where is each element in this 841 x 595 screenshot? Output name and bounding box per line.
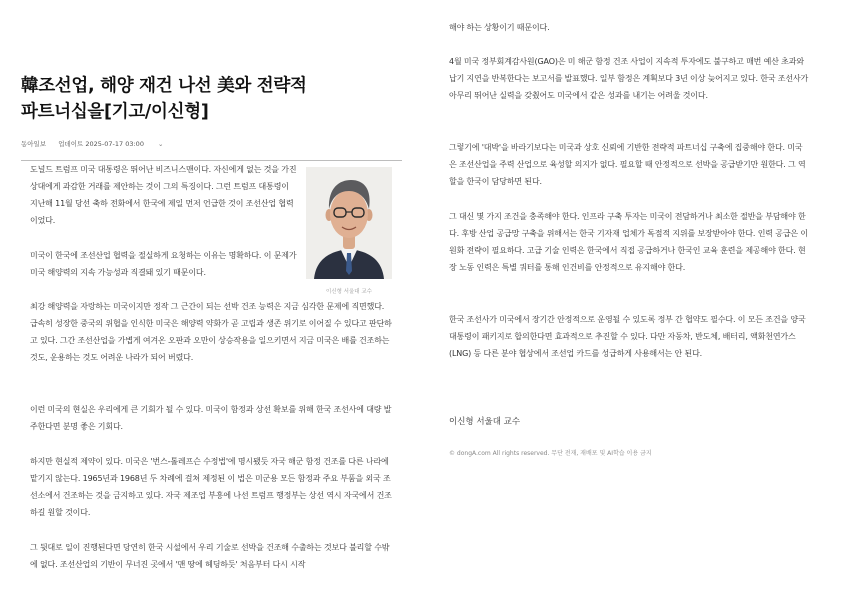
chevron-down-icon: ⌄ bbox=[157, 140, 164, 148]
author-photo bbox=[306, 167, 392, 279]
section-label[interactable]: 동아일보 bbox=[21, 140, 47, 148]
byline bbox=[21, 139, 183, 148]
updated-timestamp[interactable] bbox=[58, 140, 173, 148]
body-paragraph: 이런 미국의 현실은 우리에게 큰 기회가 될 수 있다. 미국이 함정과 상선 확보를 위해 한국 조선사에 대량 발주한다면 분명 좋은 기회다. bbox=[30, 405, 392, 431]
copyright-notice: © dongA.com All rights reserved. 무단 전재, 재배포 및 AI학습 이용 금지 bbox=[449, 450, 652, 457]
photo-caption: 이신형 서울대 교수 bbox=[325, 289, 372, 295]
article-headline: 韓조선업, 해양 재건 나선 美와 전략적 파트너십을[기고/이신형] bbox=[21, 76, 307, 122]
body-paragraph: 그렇기에 '대박'을 바라기보다는 미국과 상호 신뢰에 기반한 전략적 파트너십 구축에 집중해야 한다. 미국은 조선산업을 주력 산업으로 육성할 의지가 없다. 필요할 때 안정적으로 선박을 공급받기만 원한다. 그 역할을 한국이 담당하면 된다. bbox=[449, 143, 806, 186]
body-paragraph: 4월 미국 정부회계감사원(GAO)은 미 해군 함정 건조 사업이 지속적 투자에도 불구하고 매번 예산 초과와 납기 지연을 반복한다는 보고서를 발표했다. 일부 함정은 계획보다 3년 이상 늦어지고 있다. 한국 조선사가 아무리 뛰어난 실력을 갖췄어도 미국에서 같은 성과를 내기는 어려울 것이다. bbox=[449, 57, 809, 100]
portrait-illustration bbox=[306, 167, 392, 279]
body-paragraph: 해야 하는 상황이기 때문이다. bbox=[449, 23, 550, 32]
body-paragraph: 그 대신 몇 가지 조건을 충족해야 한다. 인프라 구축 투자는 미국이 전담하거나 최소한 절반을 부담해야 한다. 후방 산업 공급망 구축을 위해서는 한국 기자재 업체가 독점적 지위를 보장받아야 한다. 인력 공급은 이원화 전략이 필요하다. 고급 기술 인력은 한국에서 직접 공급하거나 한국인 교육 훈련을 제공해야 한다. 현장 노동 인력은 특별 쿼터를 통해 인건비를 안정적으로 유지해야 한다. bbox=[449, 212, 808, 272]
body-paragraph: 도널드 트럼프 미국 대통령은 뛰어난 비즈니스맨이다. 자신에게 없는 것을 가진 상대에게 과감한 거래를 제안하는 것이 그의 특징이다. 그런 트럼프 대통령이 지난해 11월 당선 축하 전화에서 한국에 제일 먼저 언급한 것이 조선산업 협력이었다. bbox=[30, 165, 297, 225]
author-signature: 이신형 서울대 교수 bbox=[449, 417, 521, 427]
body-paragraph: 미국이 한국에 조선산업 협력을 절실하게 요청하는 이유는 명확하다. 이 문제가 미국 해양력의 지속 가능성과 직결돼 있기 때문이다. bbox=[30, 251, 297, 277]
body-paragraph: 최강 해양력을 자랑하는 미국이지만 정작 그 근간이 되는 선박 건조 능력은 지금 심각한 문제에 직면했다. 급속히 성장한 중국의 위협을 인식한 미국은 해양력 약화가 곧 고립과 생존 위기로 이어질 수 있다고 판단하고 있다. 그간 조선산업을 가볍게 여겨온 오판과 오만이 상승작용을 일으키면서 지금 미국은 배를 건조하는 것도, 운용하는 것도 어려운 나라가 되어 버렸다. bbox=[30, 302, 392, 362]
body-paragraph: 그 뒷대로 일이 진행된다면 당연히 한국 시설에서 우리 기술로 선박을 건조해 수출하는 것보다 불리할 수밖에 없다. 조선산업의 기반이 무너진 곳에서 '맨 땅에 헤딩하듯' 처음부터 다시 시작 bbox=[30, 543, 390, 569]
body-paragraph: 한국 조선사가 미국에서 장기간 안정적으로 운영될 수 있도록 정부 간 협약도 필수다. 이 모든 조건을 양국 대통령이 패키지로 합의한다면 효과적으로 추진할 수 있다. 다만 자동차, 반도체, 배터리, 액화천연가스(LNG) 등 다른 분야 협상에서 조선업 카드를 성급하게 사용해서는 안 된다. bbox=[449, 315, 806, 358]
updated-text: 업데이트 2025-07-17 03:00 bbox=[58, 140, 144, 148]
body-paragraph: 하지만 현실적 제약이 있다. 미국은 '번스-톨레프슨 수정법'에 명시됐듯 자국 해군 함정 건조를 다른 나라에 맡기지 않는다. 1965년과 1968년 두 차례에 걸쳐 제정된 이 법은 미군용 모든 함정과 주요 부품을 외국 조선소에서 건조하는 것을 금지하고 있다. 자국 제조업 부흥에 나선 트럼프 행정부는 상선 역시 자국에서 건조하길 원할 것이다. bbox=[30, 457, 392, 517]
